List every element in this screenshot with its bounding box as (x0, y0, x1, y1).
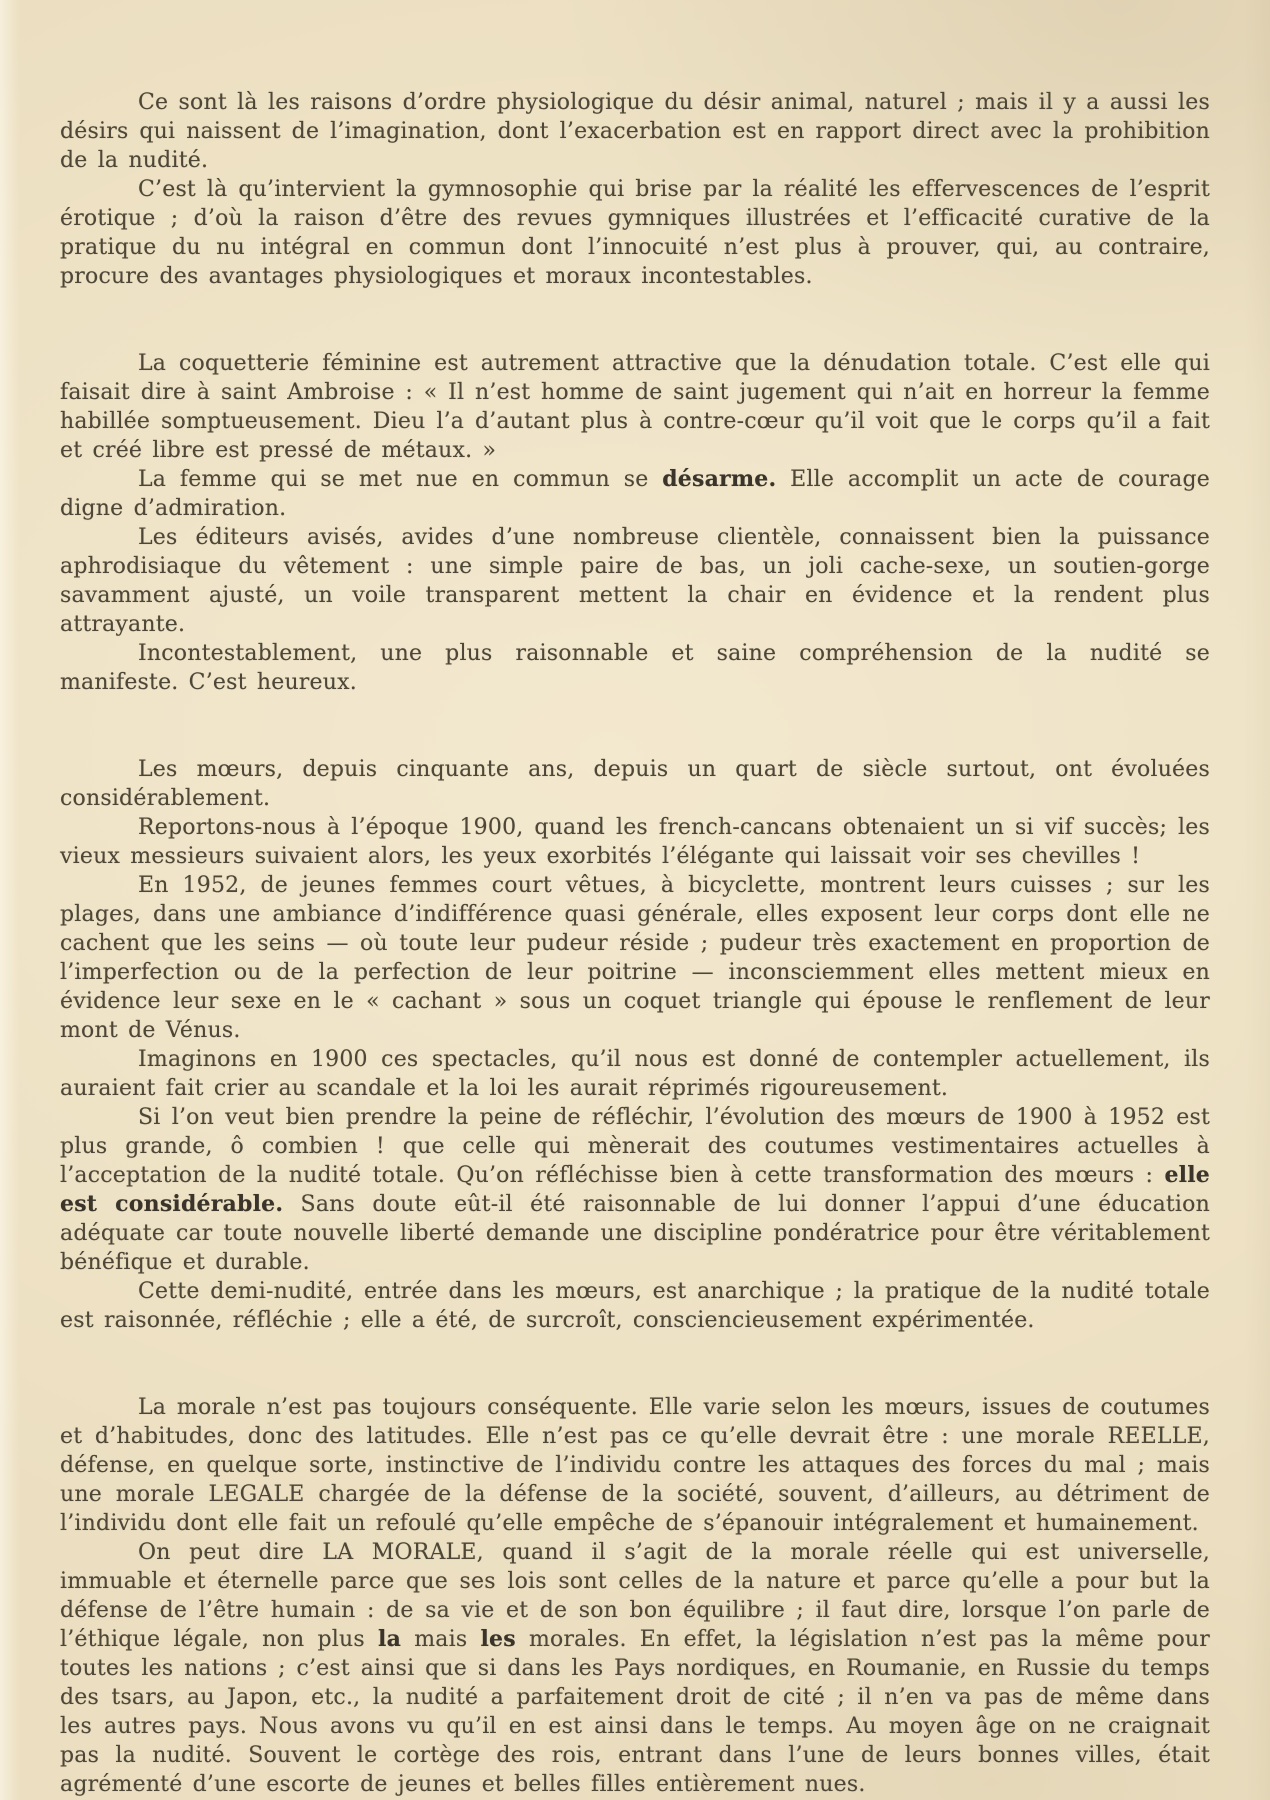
paragraph (60, 755, 1210, 813)
text-run: C’est là qu’intervient la gymnosophie qui brise par la réalité les effervescences de l’esprit érotique ; d’où la raison d’être des revues gymniques illustrées et l’efficacité curative de la pratique du nu intégral en commun dont l’innocuité n’est plus à prouver, qui, au contraire, procure des avantages physiologiques et moraux incontestables. (60, 177, 1210, 289)
text-run: Imaginons en 1900 ces spectacles, qu’il nous est donné de contempler actuellement, ils auraient fait crier au scandale et la loi les aurait réprimés rigoureusement. (60, 1047, 1210, 1101)
text-section (60, 88, 1210, 291)
text-run: mais (401, 1627, 481, 1652)
text-run: Les éditeurs avisés, avides d’une nombreuse clientèle, connaissent bien la puissance aphrodisiaque du vêtement : une simple paire de bas, un joli cache-sexe, un soutien-gorge savamment ajusté, un voile transparent mettent la chair en évidence et la rendent plus attrayante. (60, 525, 1210, 637)
text-run: Reportons-nous à l’époque 1900, quand les french-cancans obtenaient un si vif succès; les vieux messieurs suivaient alors, les yeux exorbités l’élégante qui laissait voir ses chevilles ! (60, 815, 1210, 869)
bold-text-run: la (378, 1626, 402, 1652)
paragraph (60, 871, 1210, 1045)
text-run: On peut dire LA MORALE, quand il s’agit de la morale réelle qui est universelle, immuable et éternelle parce que ses lois sont celles de la nature et parce qu’elle a pour but la défense de l’être humain : de sa vie et de son bon équilibre ; il faut dire, lorsque l’on parle de l’éthique légale, non plus (60, 1540, 1210, 1652)
bold-text-run: les (480, 1626, 516, 1652)
bold-text-run: désarme. (662, 466, 777, 492)
paragraph (60, 1277, 1210, 1335)
text-run: morales. En effet, la législation n’est pas la même pour toutes les nations ; c’est ainsi que si dans les Pays nordiques, en Roumanie, en Russie du temps des tsars, au Japon, etc., la nudité a parfaitement droit de cité ; il n’en va pas de même dans les autres pays. Nous avons vu qu’il en est ainsi dans le temps. Au moyen âge on ne craignait pas la nudité. Souvent le cortège des rois, entrant dans l’une de leurs bonnes villes, était agrémenté d’une escorte de jeunes et belles filles entièrement nues. (60, 1627, 1210, 1797)
paragraph (60, 523, 1210, 639)
paragraph (60, 88, 1210, 175)
paragraph (60, 813, 1210, 871)
text-run: La morale n’est pas toujours conséquente. Elle varie selon les mœurs, issues de coutumes et d’habitudes, donc des latitudes. Elle n’est pas ce qu’elle devrait être : une morale REELLE, défense, en quelque sorte, instinctive de l’individu contre les attaques des forces du mal ; mais une morale LEGALE chargée de la défense de la société, souvent, d’ailleurs, au détriment de l’individu dont elle fait un refoulé qu’elle empêche de s’épanouir intégralement et humainement. (60, 1395, 1210, 1536)
text-run: Les mœurs, depuis cinquante ans, depuis un quart de siècle surtout, ont évoluées considérablement. (60, 757, 1210, 811)
paragraph (60, 639, 1210, 697)
paragraph (60, 465, 1210, 523)
text-run: Sans doute eût-il été raisonnable de lui donner l’appui d’une éducation adéquate car toute nouvelle liberté demande une discipline pondératrice pour être véritablement bénéfique et durable. (60, 1192, 1210, 1275)
text-run: Si l’on veut bien prendre la peine de réfléchir, l’évolution des mœurs de 1900 à 1952 est plus grande, ô combien ! que celle qui mènerait des coutumes vestimentaires actuelles à l’acceptation de la nudité totale. Qu’on réfléchisse bien à cette transformation des mœurs : (60, 1105, 1210, 1188)
bold-text-run: elle est considérable. (60, 1162, 1210, 1217)
paragraph (60, 1045, 1210, 1103)
paragraph (60, 349, 1210, 465)
text-section (60, 755, 1210, 1335)
text-run: En 1952, de jeunes femmes court vêtues, à bicyclette, montrent leurs cuisses ; sur les plages, dans une ambiance d’indifférence quasi générale, elles exposent leur corps dont elle ne cachent que les seins — où toute leur pudeur réside ; pudeur très exactement en proportion de l’imperfection ou de la perfection de leur poitrine — inconsciemment elles mettent mieux en évidence leur sexe en le « cachant » sous un coquet triangle qui épouse le renflement de leur mont de Vénus. (60, 873, 1210, 1043)
text-run: La coquetterie féminine est autrement attractive que la dénudation totale. C’est elle qui faisait dire à saint Ambroise : « Il n’est homme de saint jugement qui n’ait en horreur la femme habillée somptueusement. Dieu l’a d’autant plus à contre-cœur qu’il voit que le corps qu’il a fait et créé libre est pressé de métaux. » (60, 351, 1210, 463)
paragraph (60, 1103, 1210, 1277)
page-content (60, 88, 1210, 1799)
text-run: Ce sont là les raisons d’ordre physiologique du désir animal, naturel ; mais il y a aussi les désirs qui naissent de l’imagination, dont l’exacerbation est en rapport direct avec la prohibition de la nudité. (60, 90, 1210, 173)
text-run: Cette demi-nudité, entrée dans les mœurs, est anarchique ; la pratique de la nudité totale est raisonnée, réfléchie ; elle a été, de surcroît, consciencieusement expérimentée. (60, 1279, 1210, 1333)
paragraph (60, 1538, 1210, 1799)
text-run: La femme qui se met nue en commun se (138, 467, 663, 492)
text-section (60, 349, 1210, 697)
text-section (60, 1393, 1210, 1799)
text-run: Incontestablement, une plus raisonnable et saine compréhension de la nudité se manifeste. C’est heureux. (60, 641, 1210, 695)
paragraph (60, 175, 1210, 291)
paragraph (60, 1393, 1210, 1538)
text-run: Elle accomplit un acte de courage digne d’admiration. (60, 467, 1210, 521)
